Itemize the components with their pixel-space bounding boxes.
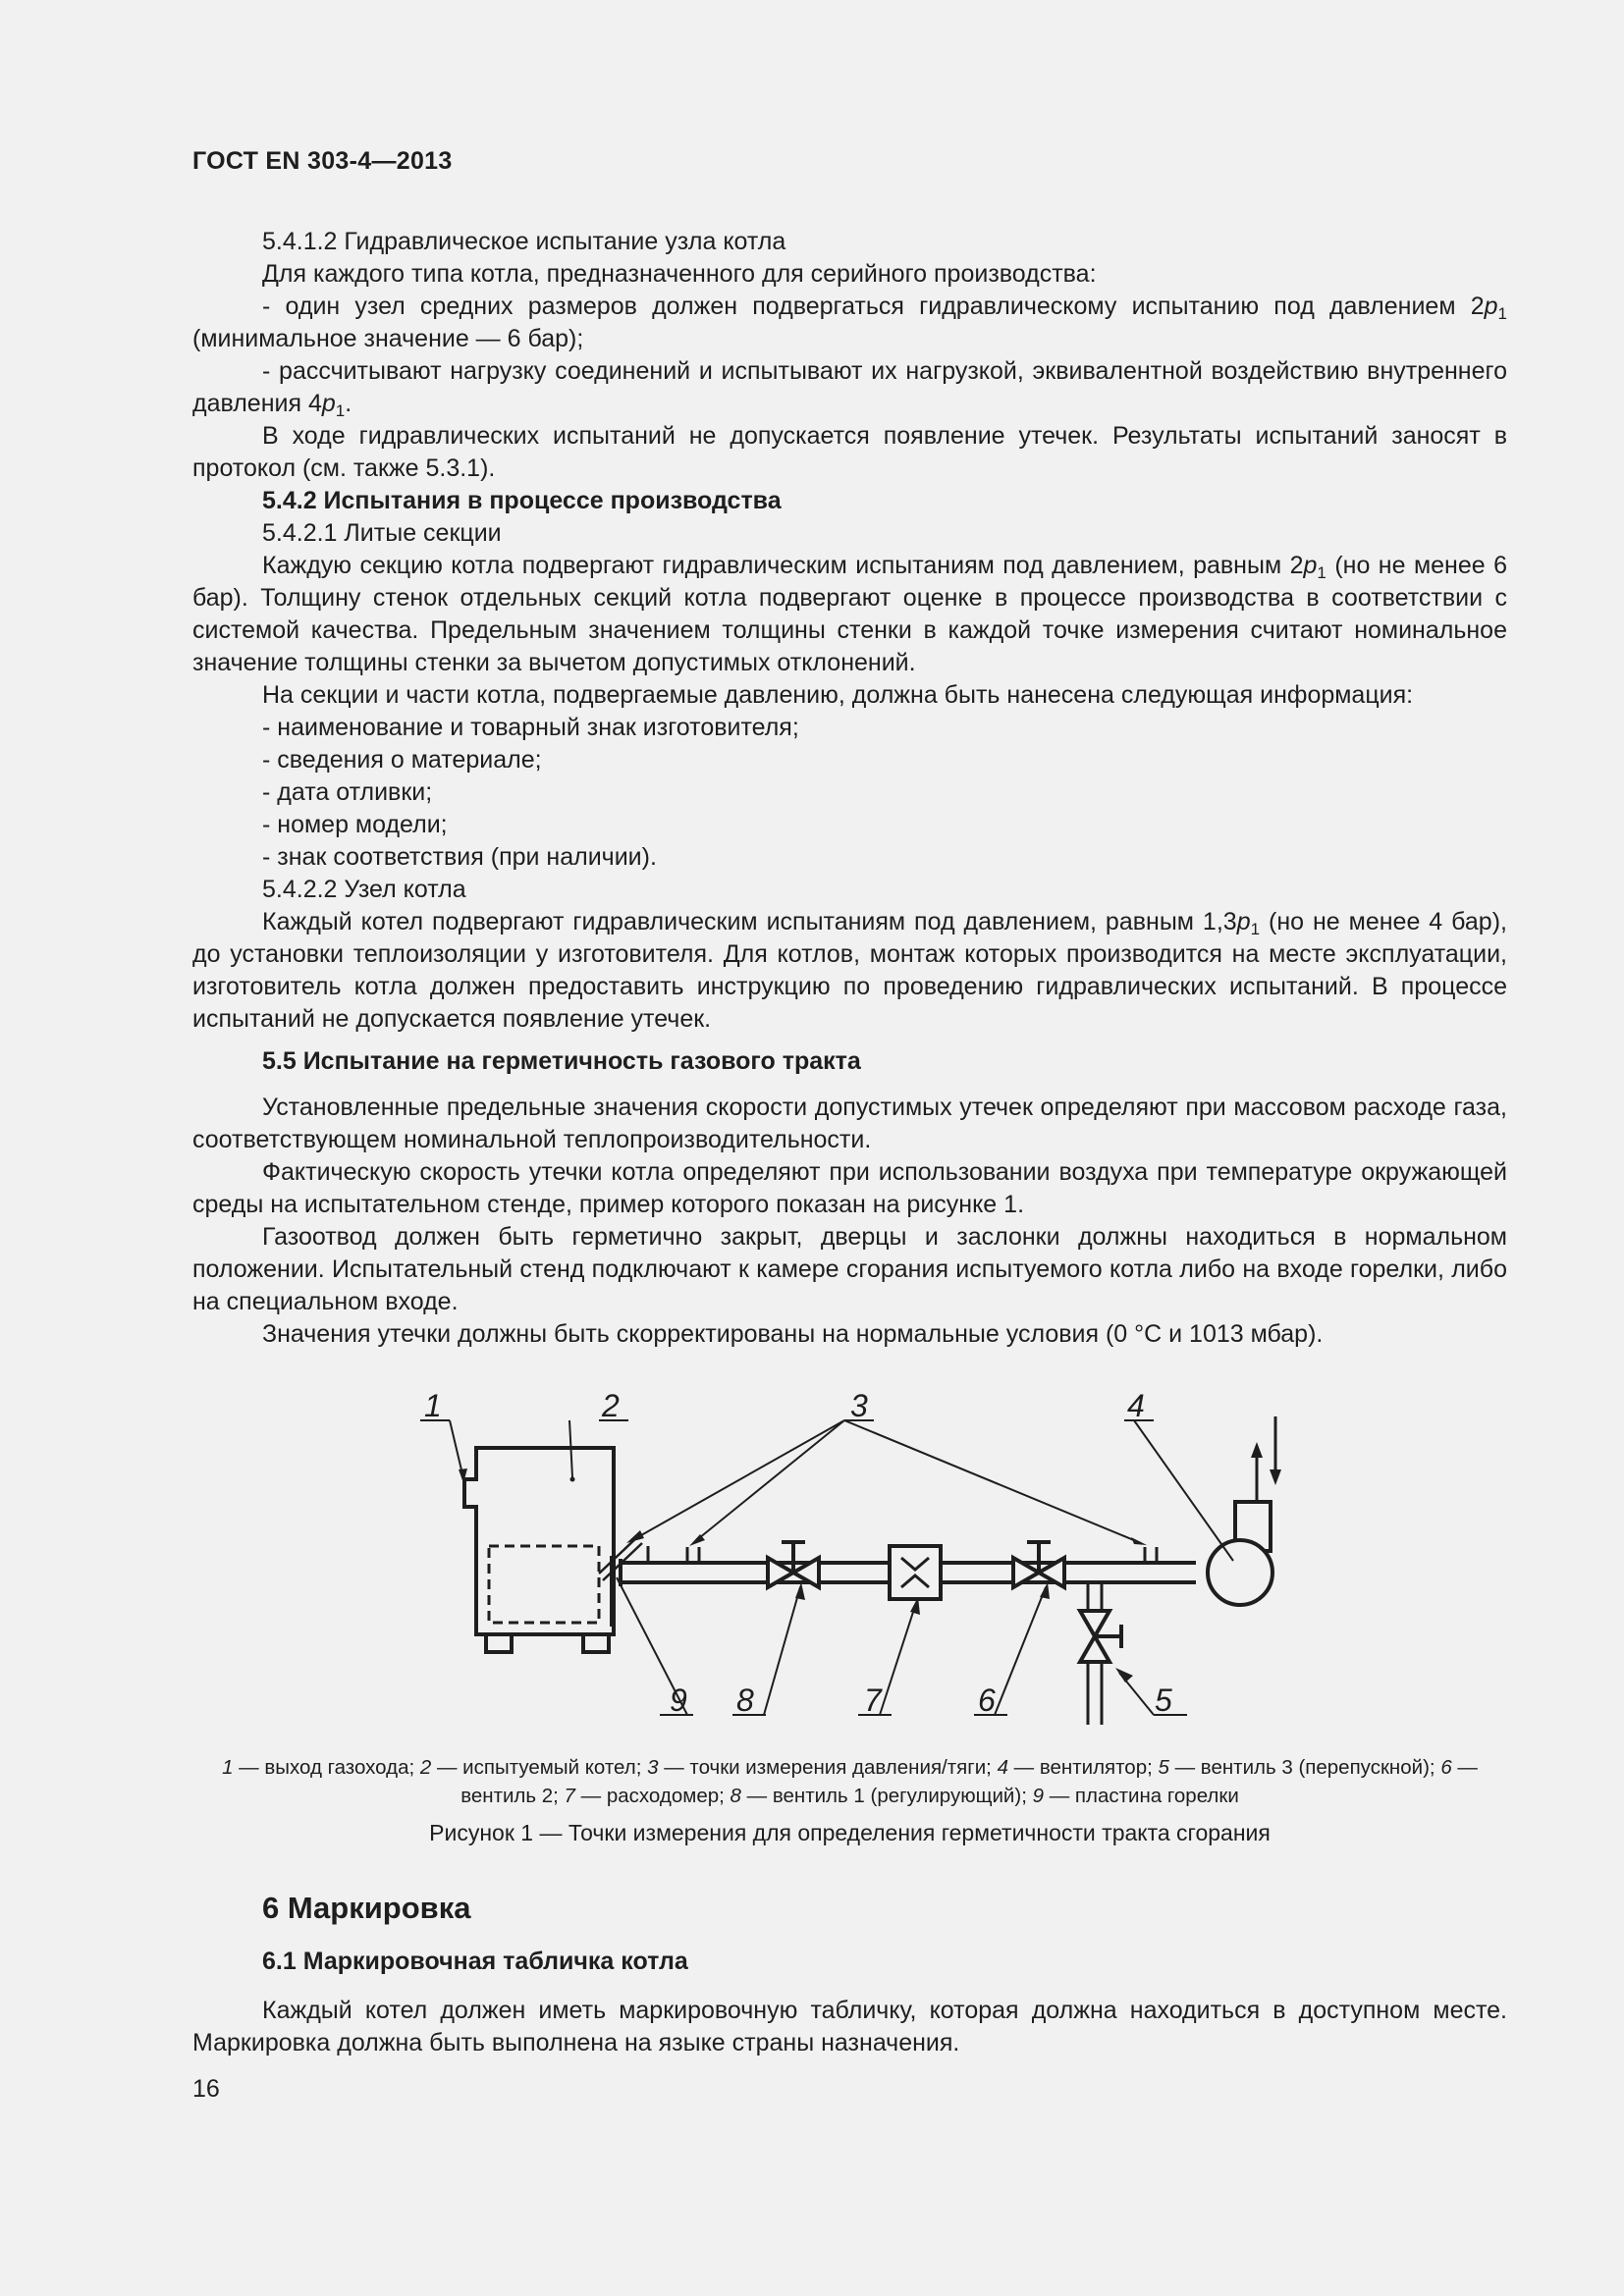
legend-item: 1 — выход газохода; — [222, 1756, 420, 1779]
subsection-title-5-4-2-2: 5.4.2.2 Узел котла — [262, 876, 466, 903]
paragraph: Каждый котел должен иметь маркировочную табличку, которая должна находиться в доступном месте. Маркировка должна быть выполнена на языке страны назначения. — [192, 1997, 1507, 2056]
list-item: - рассчитывают нагрузку соединений и испытывают их нагрузкой, эквивалентной воздействию внутреннего давления $4p_1$. — [192, 357, 1507, 420]
paragraph: Установленные предельные значения скорости допустимых утечек определяют при массовом расходе газа, соответствующем номинальной теплопроизводительности. — [192, 1094, 1507, 1153]
section-5-4-text — [192, 226, 1507, 1351]
subsection-title-5-4-1-2: 5.4.1.2 Гидравлическое испытание узла котла — [262, 228, 786, 255]
label-8: 8 — [736, 1682, 754, 1718]
paragraph: В ходе гидравлических испытаний не допускается появление утечек. Результаты испытаний заносят в протокол (см. также 5.3.1). — [192, 422, 1507, 482]
boiler — [464, 1448, 614, 1652]
legend-item: 2 — испытуемый котел; — [419, 1756, 648, 1779]
label-6: 6 — [978, 1682, 996, 1718]
list-item: - один узел средних размеров должен подвергаться гидравлическому испытанию под давлением $2p_1$ (минимальное значение — 6 бар); — [192, 293, 1507, 352]
flow-meter-7 — [890, 1546, 941, 1599]
fan-4 — [1208, 1502, 1272, 1605]
valve-5 — [1080, 1611, 1121, 1662]
legend-item: 9 — пластина горелки — [1032, 1785, 1239, 1807]
list-item: - номер модели; — [262, 811, 448, 838]
document-header: ГОСТ EN 303-4—2013 — [192, 147, 453, 175]
legend-item: 6 — вентиль 2; — [460, 1756, 1478, 1807]
figure-labels — [424, 1388, 1172, 1718]
figure-legend — [192, 1753, 1507, 1810]
paragraph: Фактическую скорость утечки котла определяют при использовании воздуха при температуре окружающей среды на испытательном стенде, пример которого показан на рисунке 1. — [192, 1158, 1507, 1218]
legend-item: 8 — вентиль 1 (регулирующий); — [730, 1785, 1033, 1807]
paragraph: На секции и части котла, подвергаемые давлению, должна быть нанесена следующая информация: — [262, 681, 1414, 709]
list-item: - наименование и товарный знак изготовителя; — [262, 714, 799, 741]
section-6-1-text — [192, 1995, 1507, 2059]
section-heading-5-5: 5.5 Испытание на герметичность газового тракта — [262, 1047, 861, 1075]
list-item: - дата отливки; — [262, 778, 433, 806]
list-item: - знак соответствия (при наличии). — [262, 843, 657, 871]
label-9: 9 — [670, 1682, 687, 1718]
section-heading-6: 6 Маркировка — [262, 1891, 471, 1925]
airflow-arrows — [1251, 1416, 1281, 1502]
label-5: 5 — [1155, 1682, 1172, 1718]
list-item: - сведения о материале; — [262, 746, 542, 774]
label-4: 4 — [1127, 1388, 1145, 1423]
paragraph: Значения утечки должны быть скорректированы на нормальные условия (0 °С и 1013 мбар). — [262, 1320, 1324, 1348]
legend-item: 3 — точки измерения давления/тяги; — [647, 1756, 998, 1779]
paragraph: Для каждого типа котла, предназначенного для серийного производства: — [262, 260, 1097, 288]
label-2: 2 — [602, 1388, 620, 1423]
paragraph: Газоотвод должен быть герметично закрыт, дверцы и заслонки должны находиться в нормальном положении. Испытательный стенд подключают к камере сгорания испытуемого котла либо на входе горелки, либо на специальном входе. — [192, 1223, 1507, 1315]
legend-item: 4 — вентилятор; — [997, 1756, 1159, 1779]
legend-item: 5 — вентиль 3 (перепускной); — [1158, 1756, 1441, 1779]
page-number: 16 — [192, 2075, 220, 2103]
section-heading-5-4-2: 5.4.2 Испытания в процессе производства — [262, 487, 782, 514]
label-7: 7 — [864, 1682, 882, 1718]
legend-item: 7 — расходомер; — [564, 1785, 731, 1807]
section-heading-6-1: 6.1 Маркировочная табличка котла — [262, 1948, 688, 1975]
label-1: 1 — [424, 1388, 442, 1423]
label-3: 3 — [850, 1388, 868, 1423]
paragraph: Каждую секцию котла подвергают гидравлическим испытаниям под давлением, равным $2p_1$ (но не менее 6 бар). Толщину стенок отдельных секций котла подвергают оценке в процессе производства в соответствии с системой качества. Предельным значением толщины стенки в каждой точке измерения считают номинальное значение толщины стенки за вычетом допустимых отклонений. — [192, 552, 1507, 676]
paragraph: Каждый котел подвергают гидравлическим испытаниям под давлением, равным $1,3p_1$ (но не менее 4 бар), до установки теплоизоляции у изготовителя. Для котлов, монтаж которых производится на месте эксплуатации, изготовитель котла должен предоставить инструкцию по проведению гидравлических испытаний. В процессе испытаний не допускается появление утечек. — [192, 908, 1507, 1033]
figure-caption: Рисунок 1 — Точки измерения для определения герметичности тракта сгорания — [429, 1820, 1271, 1845]
leader-lines — [450, 1420, 1233, 1715]
figure-1-diagram — [403, 1379, 1306, 1752]
subsection-title-5-4-2-1: 5.4.2.1 Литые секции — [262, 519, 502, 547]
